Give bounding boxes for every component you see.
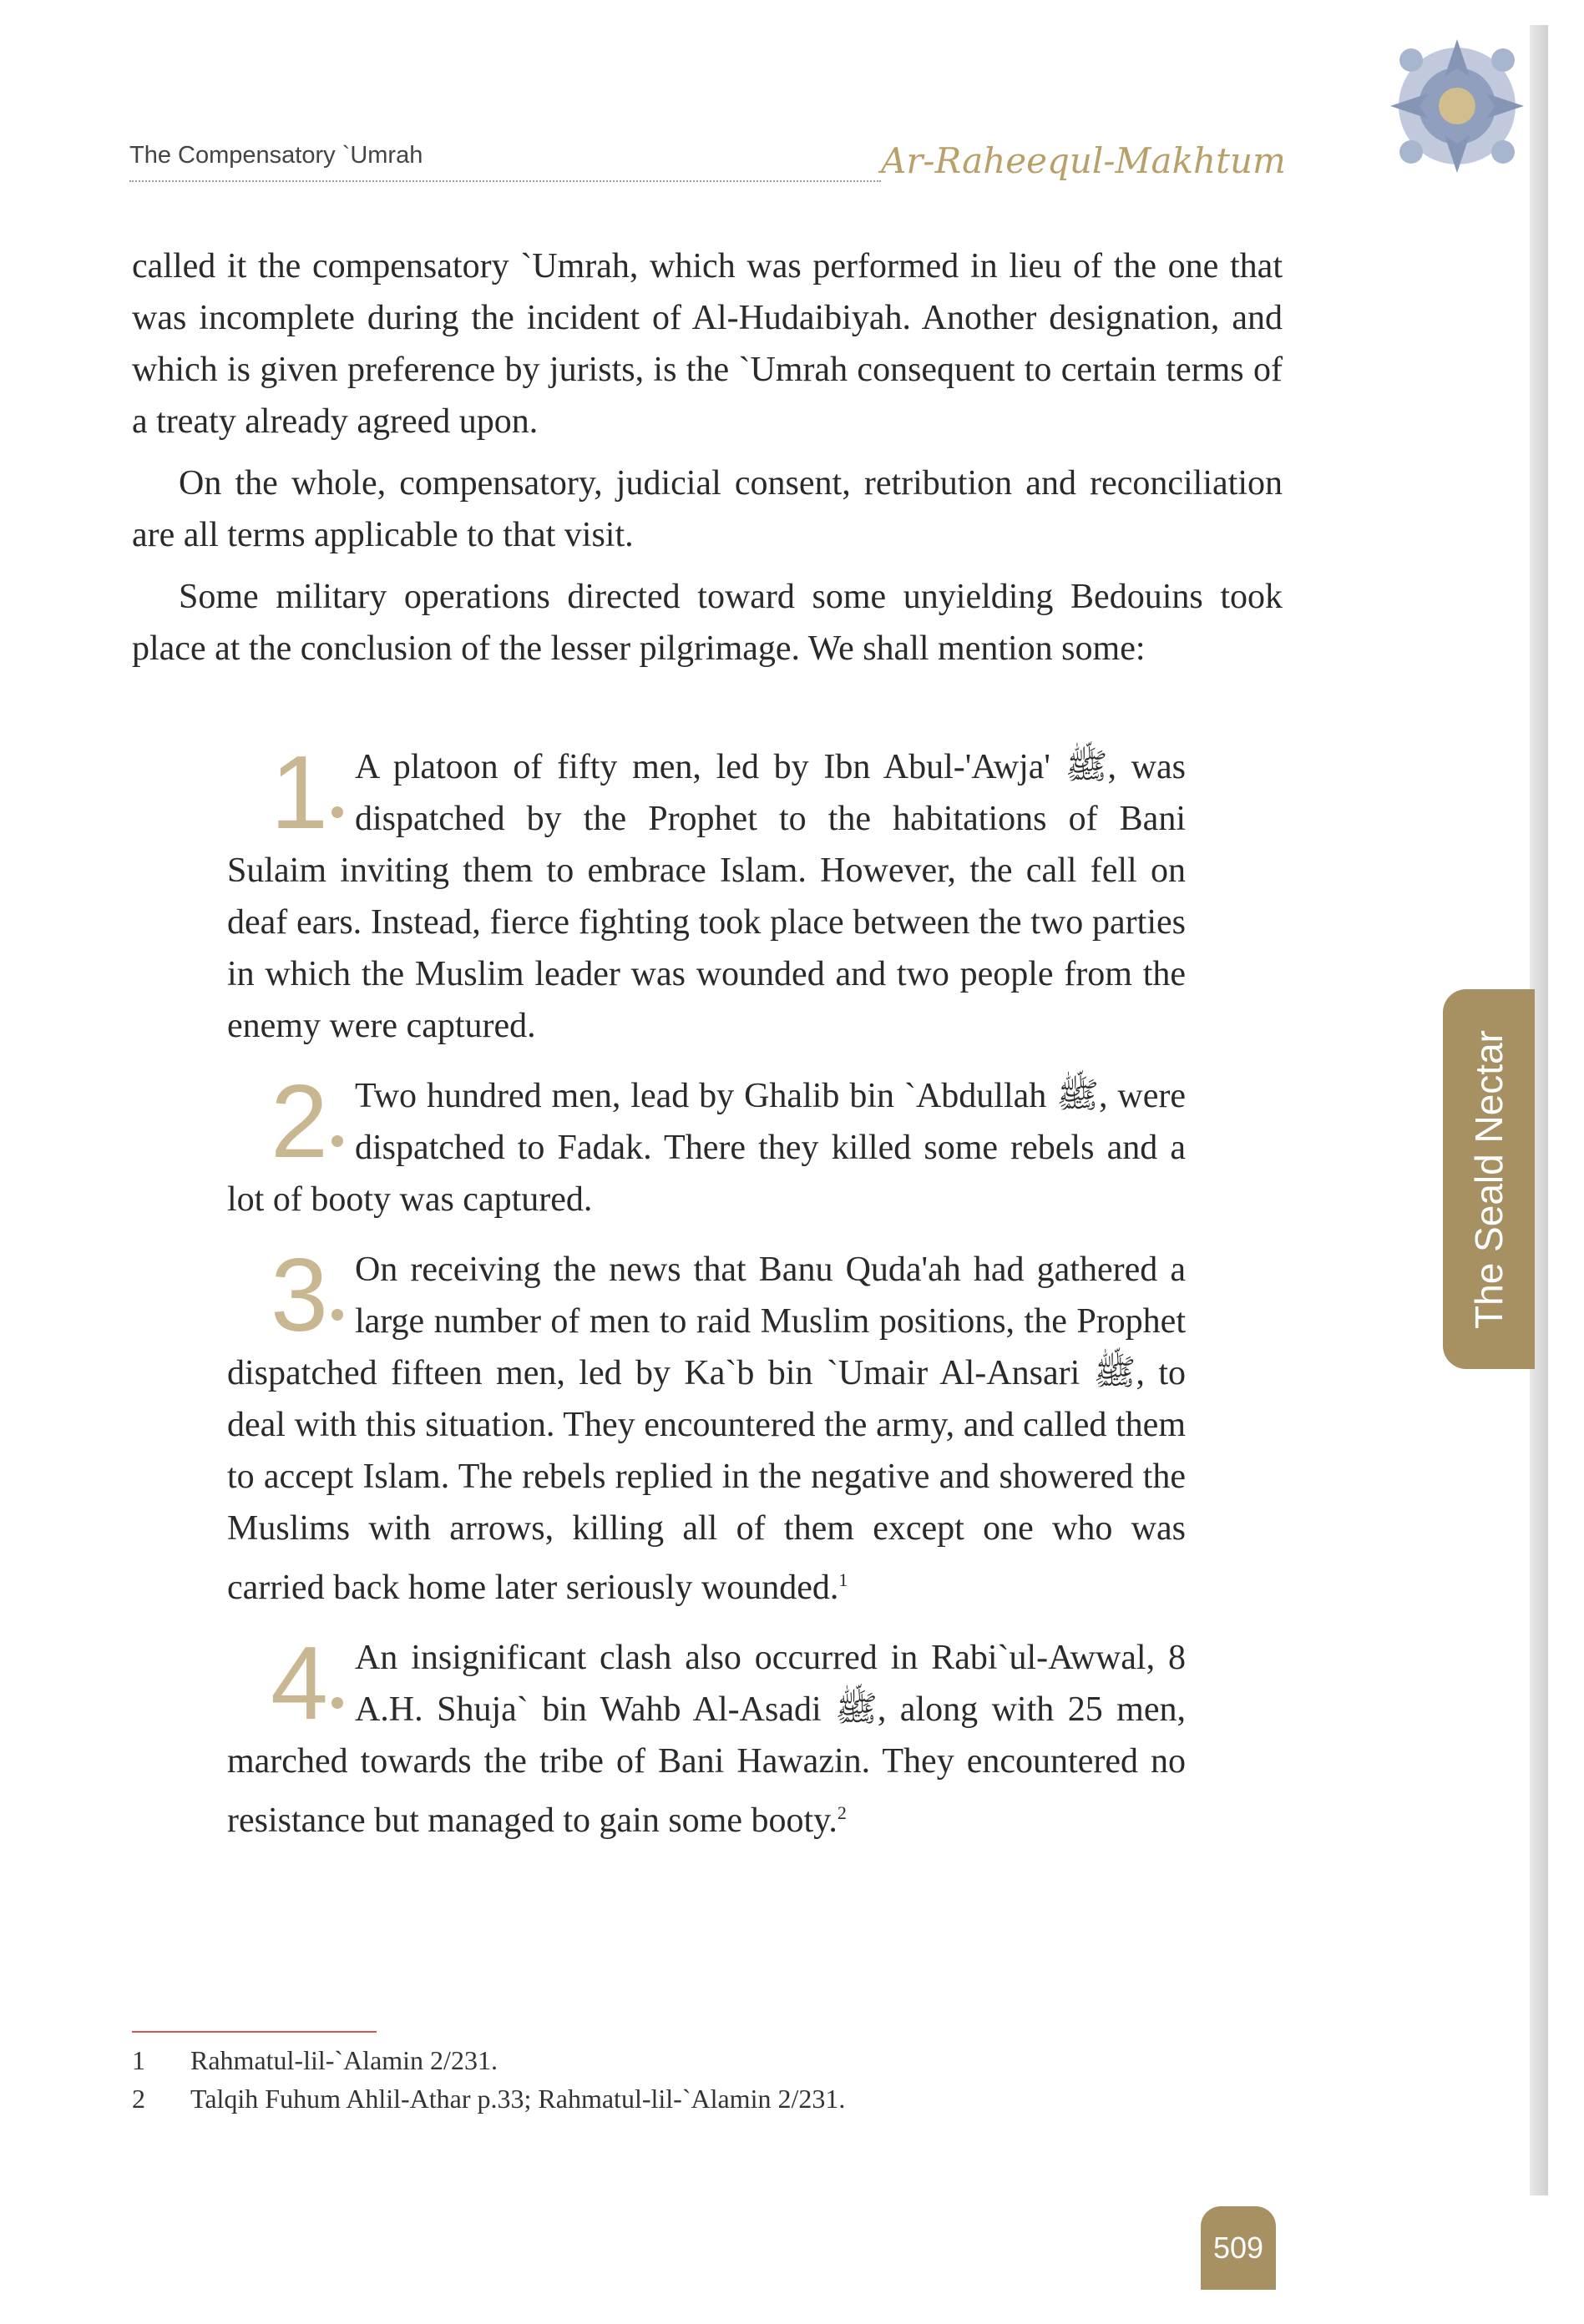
list-item-text: Two hundred men, lead by Ghalib bin `Abdullah ﷺ, were dispatched to Fadak. There they killed some rebels and a lot of booty was captured. bbox=[227, 1077, 1186, 1219]
side-tab bbox=[1443, 989, 1535, 1369]
footnote-text: Rahmatul-lil-`Alamin 2/231. bbox=[190, 2045, 498, 2075]
footnote bbox=[132, 2041, 845, 2079]
paragraph: called it the compensatory `Umrah, which was performed in lieu of the one that was incomplete during the incident of Al-Hudaibiyah. Another designation, and which is given preference by jurists, is the `Umrah consequent to certain terms of a treaty already agreed upon. bbox=[132, 247, 1283, 441]
list-item-text: An insignificant clash also occurred in Rabi`ul-Awwal, 8 A.H. Shuja` bin Wahb Al-Asadi ﷺ, along with 25 men, marched towards the tribe of Bani Hawazin. They encountered no resistance but managed to gain some booty.$^2$ bbox=[227, 1639, 1186, 1840]
numbered-list bbox=[227, 735, 1187, 1865]
list-item-text: On receiving the news that Banu Quda'ah had gathered a large number of men to raid Muslim positions, the Prophet dispatched fifteen men, led by Ka`b bin `Umair Al-Ansari ﷺ, to deal with this situation. They encountered the army, and called them to accept Islam. The rebels replied in the negative and showered the Muslims with arrows, killing all of them except one who was carried back home later seriously wounded.$^1$ bbox=[227, 1250, 1187, 1607]
list-numeral: 3 bbox=[271, 1249, 343, 1347]
side-tab-label: The Seald Nectar bbox=[1467, 1029, 1511, 1329]
footnote-rule bbox=[132, 2031, 377, 2033]
footnote bbox=[132, 2079, 845, 2118]
footnote-ref[interactable]: 1 bbox=[838, 1569, 848, 1590]
ornament-icon bbox=[1332, 27, 1549, 202]
list-item bbox=[227, 1238, 1187, 1614]
list-numeral: 2 bbox=[271, 1075, 343, 1174]
list-item-text: A platoon of fifty men, led by Ibn Abul-'Awja' ﷺ, was dispatched by the Prophet to the habitations of Bani Sulaim inviting them to embrace Islam. However, the call fell on deaf ears. Instead, fierce fighting took place between the two parties in which the Muslim leader was wounded and two people from the enemy were captured. bbox=[227, 748, 1186, 1045]
footnote-number: 1 bbox=[132, 2045, 145, 2075]
list-numeral: 1 bbox=[271, 746, 343, 845]
footnote-number: 2 bbox=[132, 2084, 145, 2114]
list-item bbox=[227, 1064, 1186, 1225]
header-dotted-rule bbox=[129, 180, 881, 182]
running-header-book-title: Ar-Raheequl-Makhtum bbox=[881, 140, 1286, 181]
running-header-chapter: The Compensatory `Umrah bbox=[129, 142, 423, 169]
footnotes bbox=[132, 2041, 845, 2118]
footnote-text: Talqih Fuhum Ahlil-Athar p.33; Rahmatul-lil-`Alamin 2/231. bbox=[190, 2084, 846, 2114]
footnote-ref[interactable]: 2 bbox=[837, 1802, 847, 1823]
paragraph: On the whole, compensatory, judicial consent, retribution and reconciliation are all terms applicable to that visit. bbox=[132, 464, 1283, 554]
page-number: 509 bbox=[1201, 2206, 1276, 2290]
body-text bbox=[132, 240, 1283, 685]
list-numeral: 4 bbox=[271, 1637, 343, 1735]
list-item bbox=[227, 735, 1186, 1052]
list-item bbox=[227, 1626, 1186, 1847]
paragraph: Some military operations directed toward some unyielding Bedouins took place at the conclusion of the lesser pilgrimage. We shall mention some: bbox=[132, 578, 1283, 668]
